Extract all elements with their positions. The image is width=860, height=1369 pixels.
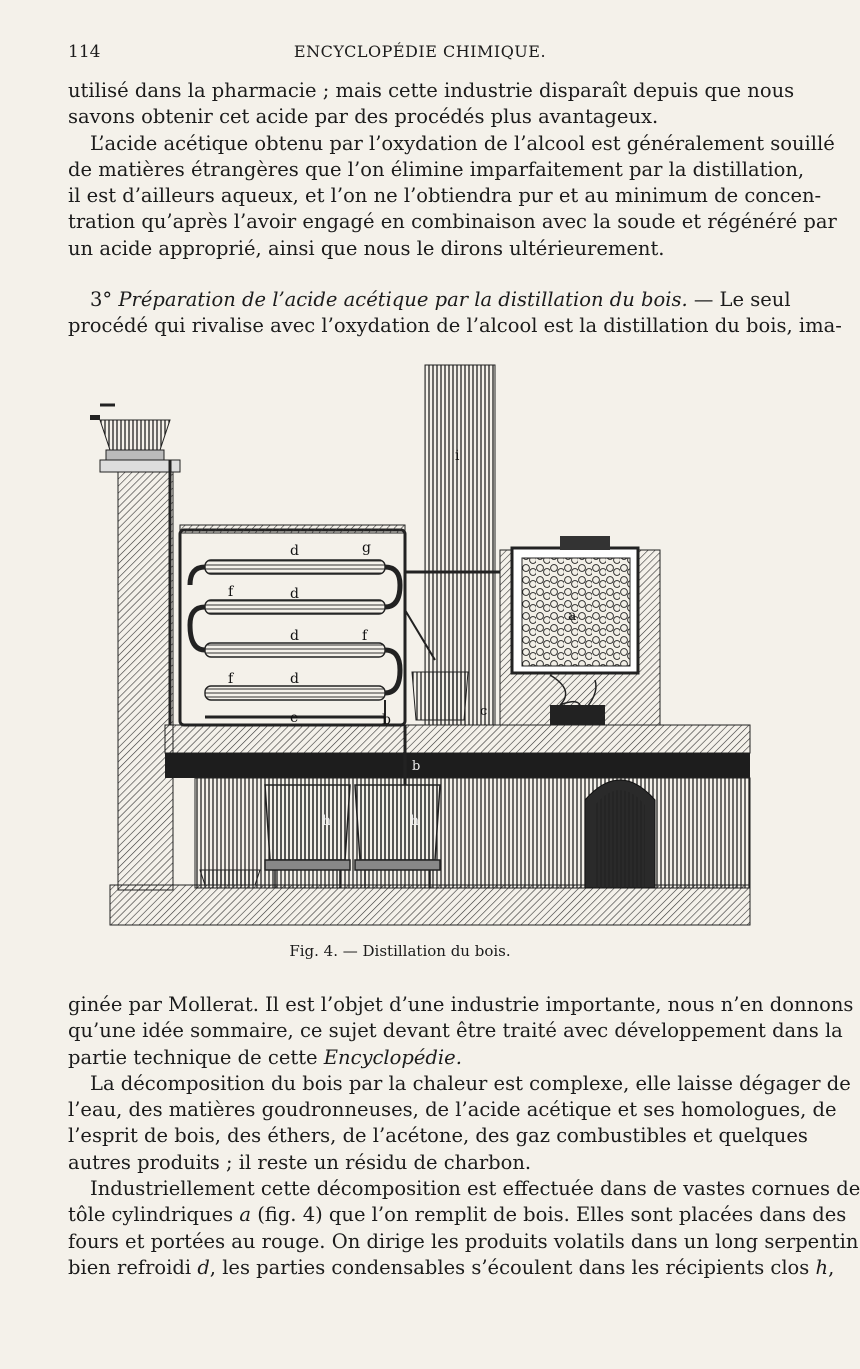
figure-label-e: e [290, 710, 299, 726]
figure-label-d: d [290, 543, 299, 559]
section-heading-line [68, 287, 791, 313]
figure-label-c: c [480, 704, 488, 719]
text-run-italic: Encyclopédie. [323, 1045, 462, 1069]
text-block-bottom [68, 992, 860, 1281]
figure-label-f: f [228, 671, 234, 687]
figure-label-d: d [290, 671, 299, 687]
page-header [68, 42, 772, 68]
text-line: tration qu’après l’avoir engagé en combinaison avec la soude et régénéré par [68, 210, 837, 234]
text-line: autres produits ; il reste un résidu de charbon. [68, 1150, 532, 1174]
text-block-top [68, 78, 837, 262]
figure-label-f: f [228, 584, 234, 600]
figure-label-d: d [290, 586, 299, 602]
text-line: fours et portées au rouge. On dirige les produits volatils dans un long serpentin [68, 1229, 859, 1253]
figure-label-g: g [362, 540, 371, 556]
text-line: l’eau, des matières goudronneuses, de l’acide acétique et ses homologues, de [68, 1098, 837, 1122]
text-line: l’esprit de bois, des éthers, de l’acétone, des gaz combustibles et quelques [68, 1124, 808, 1148]
page-number: 114 [68, 42, 101, 62]
figure-label-h: h [410, 813, 420, 829]
text-run: , les parties condensables s’écoulent dans les récipients clos [209, 1255, 816, 1279]
figure-label-h: h [322, 813, 332, 829]
text-line: qu’une idée sommaire, ce sujet devant être traité avec développement dans la [68, 1019, 843, 1043]
text-line: ginée par Mollerat. Il est l’objet d’une industrie importante, nous n’en donnons [68, 993, 854, 1016]
text-line [68, 1202, 847, 1228]
text-line [68, 1045, 784, 1071]
text-line: de matières étrangères que l’on élimine imparfaitement par la distillation, [68, 157, 805, 181]
running-title: ENCYCLOPÉDIE CHIMIQUE. [293, 42, 547, 61]
text-run-italic: d [197, 1255, 210, 1279]
figure-label-a: a [568, 608, 577, 624]
figure-label-b: b [412, 759, 421, 774]
text-line: savons obtenir cet acide par des procédés plus avantageux. [68, 105, 659, 129]
figure-illustration [60, 360, 760, 930]
figure-caption: Fig. 4. — Distillation du bois. [289, 942, 511, 960]
text-run: , [828, 1255, 835, 1279]
text-run-italic: a [239, 1203, 251, 1227]
figure-label-d: d [290, 628, 299, 644]
text-line: il est d’ailleurs aqueux, et l’on ne l’obtiendra pur et au minimum de concen- [68, 184, 822, 208]
text-line: utilisé dans la pharmacie ; mais cette industrie disparaît depuis que nous [68, 79, 795, 102]
section-heading: Préparation de l’acide acétique par la distillation du bois. [118, 288, 688, 311]
section-heading-block [68, 287, 842, 340]
text-run: (fig. 4) que l’on remplit de bois. Elles sont placées dans des [251, 1203, 847, 1227]
text-run: tôle cylindriques [68, 1203, 240, 1227]
text-line: L’acide acétique obtenu par l’oxydation de l’alcool est généralement souillé [90, 131, 835, 155]
text-run-italic: h [815, 1255, 829, 1279]
text-line: un acide approprié, ainsi que nous le dirons ultérieurement. [68, 236, 665, 260]
text-line [68, 1255, 835, 1281]
text-line: La décomposition du bois par la chaleur est complexe, elle laisse dégager de [90, 1071, 851, 1095]
section-lead-text: — Le seul [687, 288, 791, 311]
section-number: 3° [90, 288, 113, 311]
text-line: Industriellement cette décomposition est effectuée dans de vastes cornues de [90, 1177, 860, 1201]
figure-label-i: i [455, 448, 460, 464]
text-run: partie technique de cette [68, 1045, 324, 1069]
figure-label-f: f [362, 628, 368, 644]
figure-distillation-apparatus [60, 360, 760, 930]
text-line: procédé qui rivalise avec l’oxydation de l’alcool est la distillation du bois, ima- [68, 314, 842, 338]
text-run: bien refroidi [68, 1255, 198, 1279]
figure-label-b: b [382, 712, 391, 728]
